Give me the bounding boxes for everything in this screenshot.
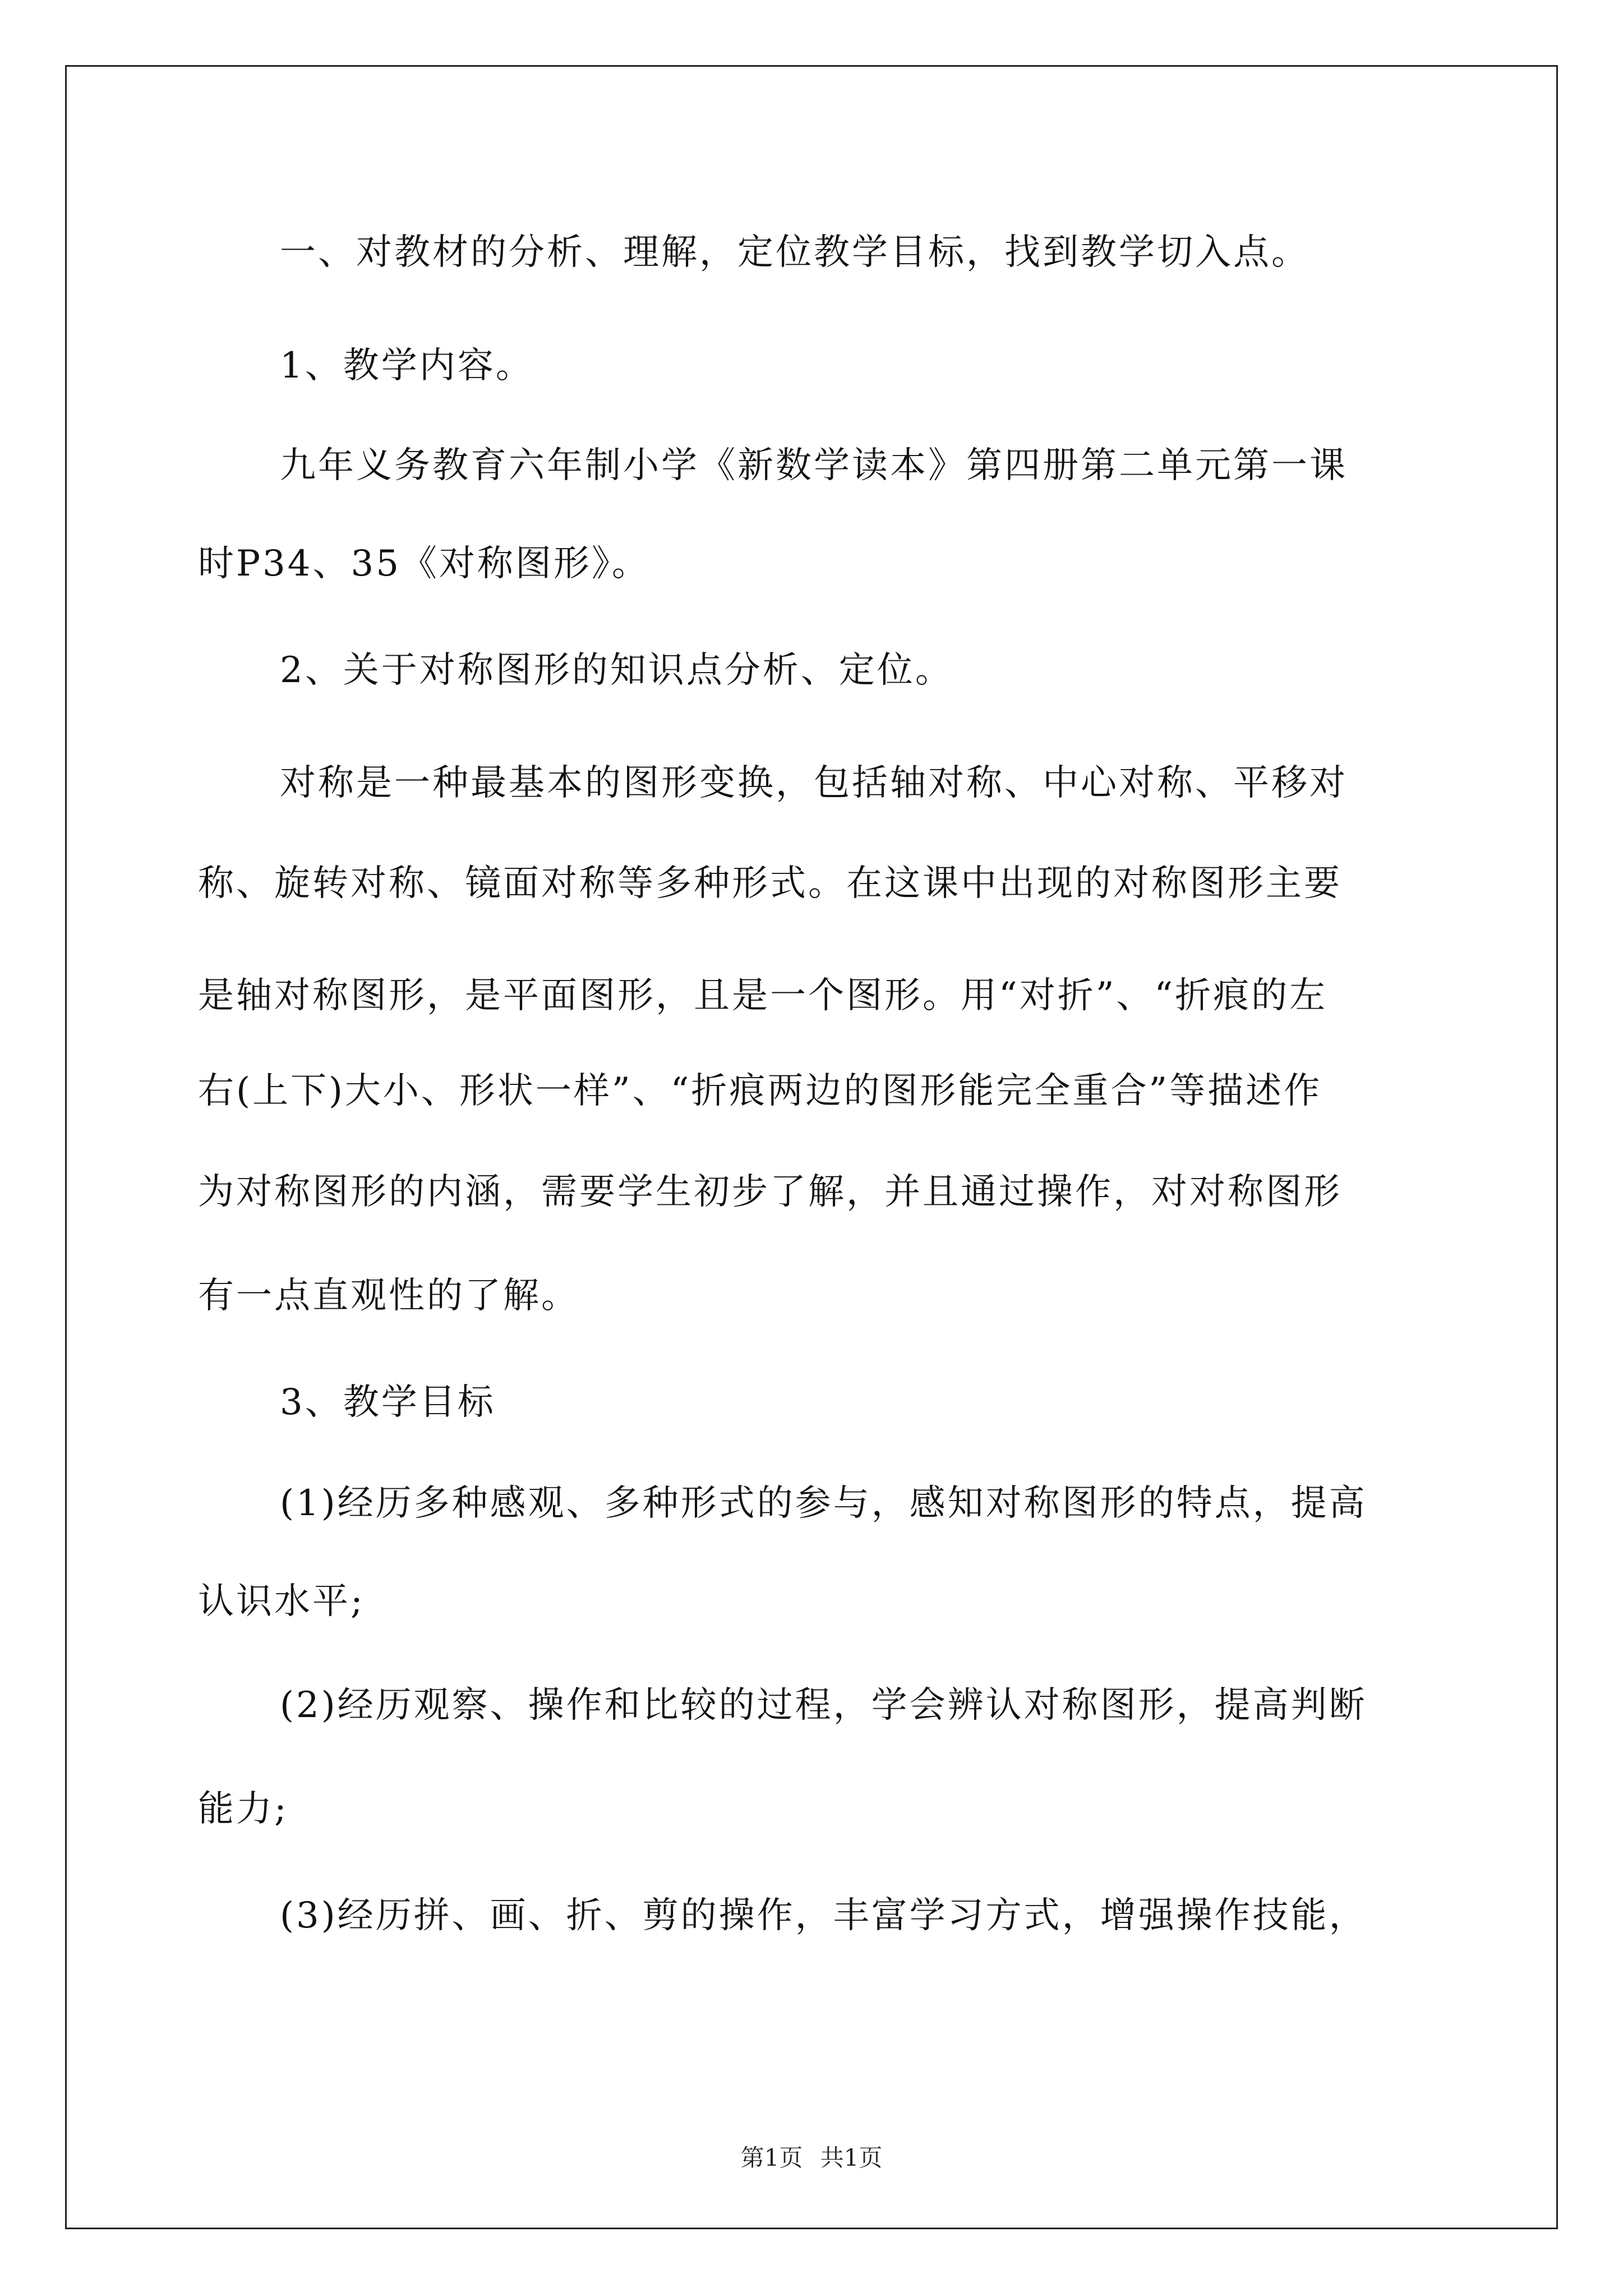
paragraph-line: 九年义务教育六年制小学《新数学读本》第四册第二单元第一课 bbox=[280, 445, 1348, 486]
goal-item-2: (2)经历观察、操作和比较的过程，学会辨认对称图形，提高判断 bbox=[280, 1685, 1367, 1726]
subheading-knowledge-analysis: 2、关于对称图形的知识点分析、定位。 bbox=[280, 650, 953, 691]
paragraph-line: 右(上下)大小、形状一样”、“折痕两边的图形能完全重合”等描述作 bbox=[198, 1070, 1322, 1112]
paragraph-line: 是轴对称图形，是平面图形，且是一个图形。用“对折”、“折痕的左 bbox=[198, 975, 1328, 1016]
subheading-teaching-goals: 3、教学目标 bbox=[280, 1382, 496, 1423]
goal-item-1: (1)经历多种感观、多种形式的参与，感知对称图形的特点，提高 bbox=[280, 1483, 1367, 1524]
paragraph-line: 为对称图形的内涵，需要学生初步了解，并且通过操作，对对称图形 bbox=[198, 1171, 1342, 1213]
paragraph-line: 称、旋转对称、镜面对称等多种形式。在这课中出现的对称图形主要 bbox=[198, 863, 1342, 904]
goal-item-1-continued: 认识水平; bbox=[198, 1581, 365, 1622]
goal-item-2-continued: 能力; bbox=[198, 1788, 289, 1830]
page-footer: 第1页 共1页 bbox=[740, 2144, 883, 2171]
paragraph-line: 有一点直观性的了解。 bbox=[198, 1275, 579, 1317]
subheading-teaching-content: 1、教学内容。 bbox=[280, 345, 534, 386]
paragraph-line: 时P34、35《对称图形》。 bbox=[198, 543, 650, 585]
section-heading-1: 一、对教材的分析、理解，定位教学目标，找到教学切入点。 bbox=[280, 232, 1310, 273]
goal-item-3: (3)经历拼、画、折、剪的操作，丰富学习方式，增强操作技能， bbox=[280, 1895, 1367, 1936]
paragraph-line: 对称是一种最基本的图形变换，包括轴对称、中心对称、平移对 bbox=[280, 762, 1348, 804]
